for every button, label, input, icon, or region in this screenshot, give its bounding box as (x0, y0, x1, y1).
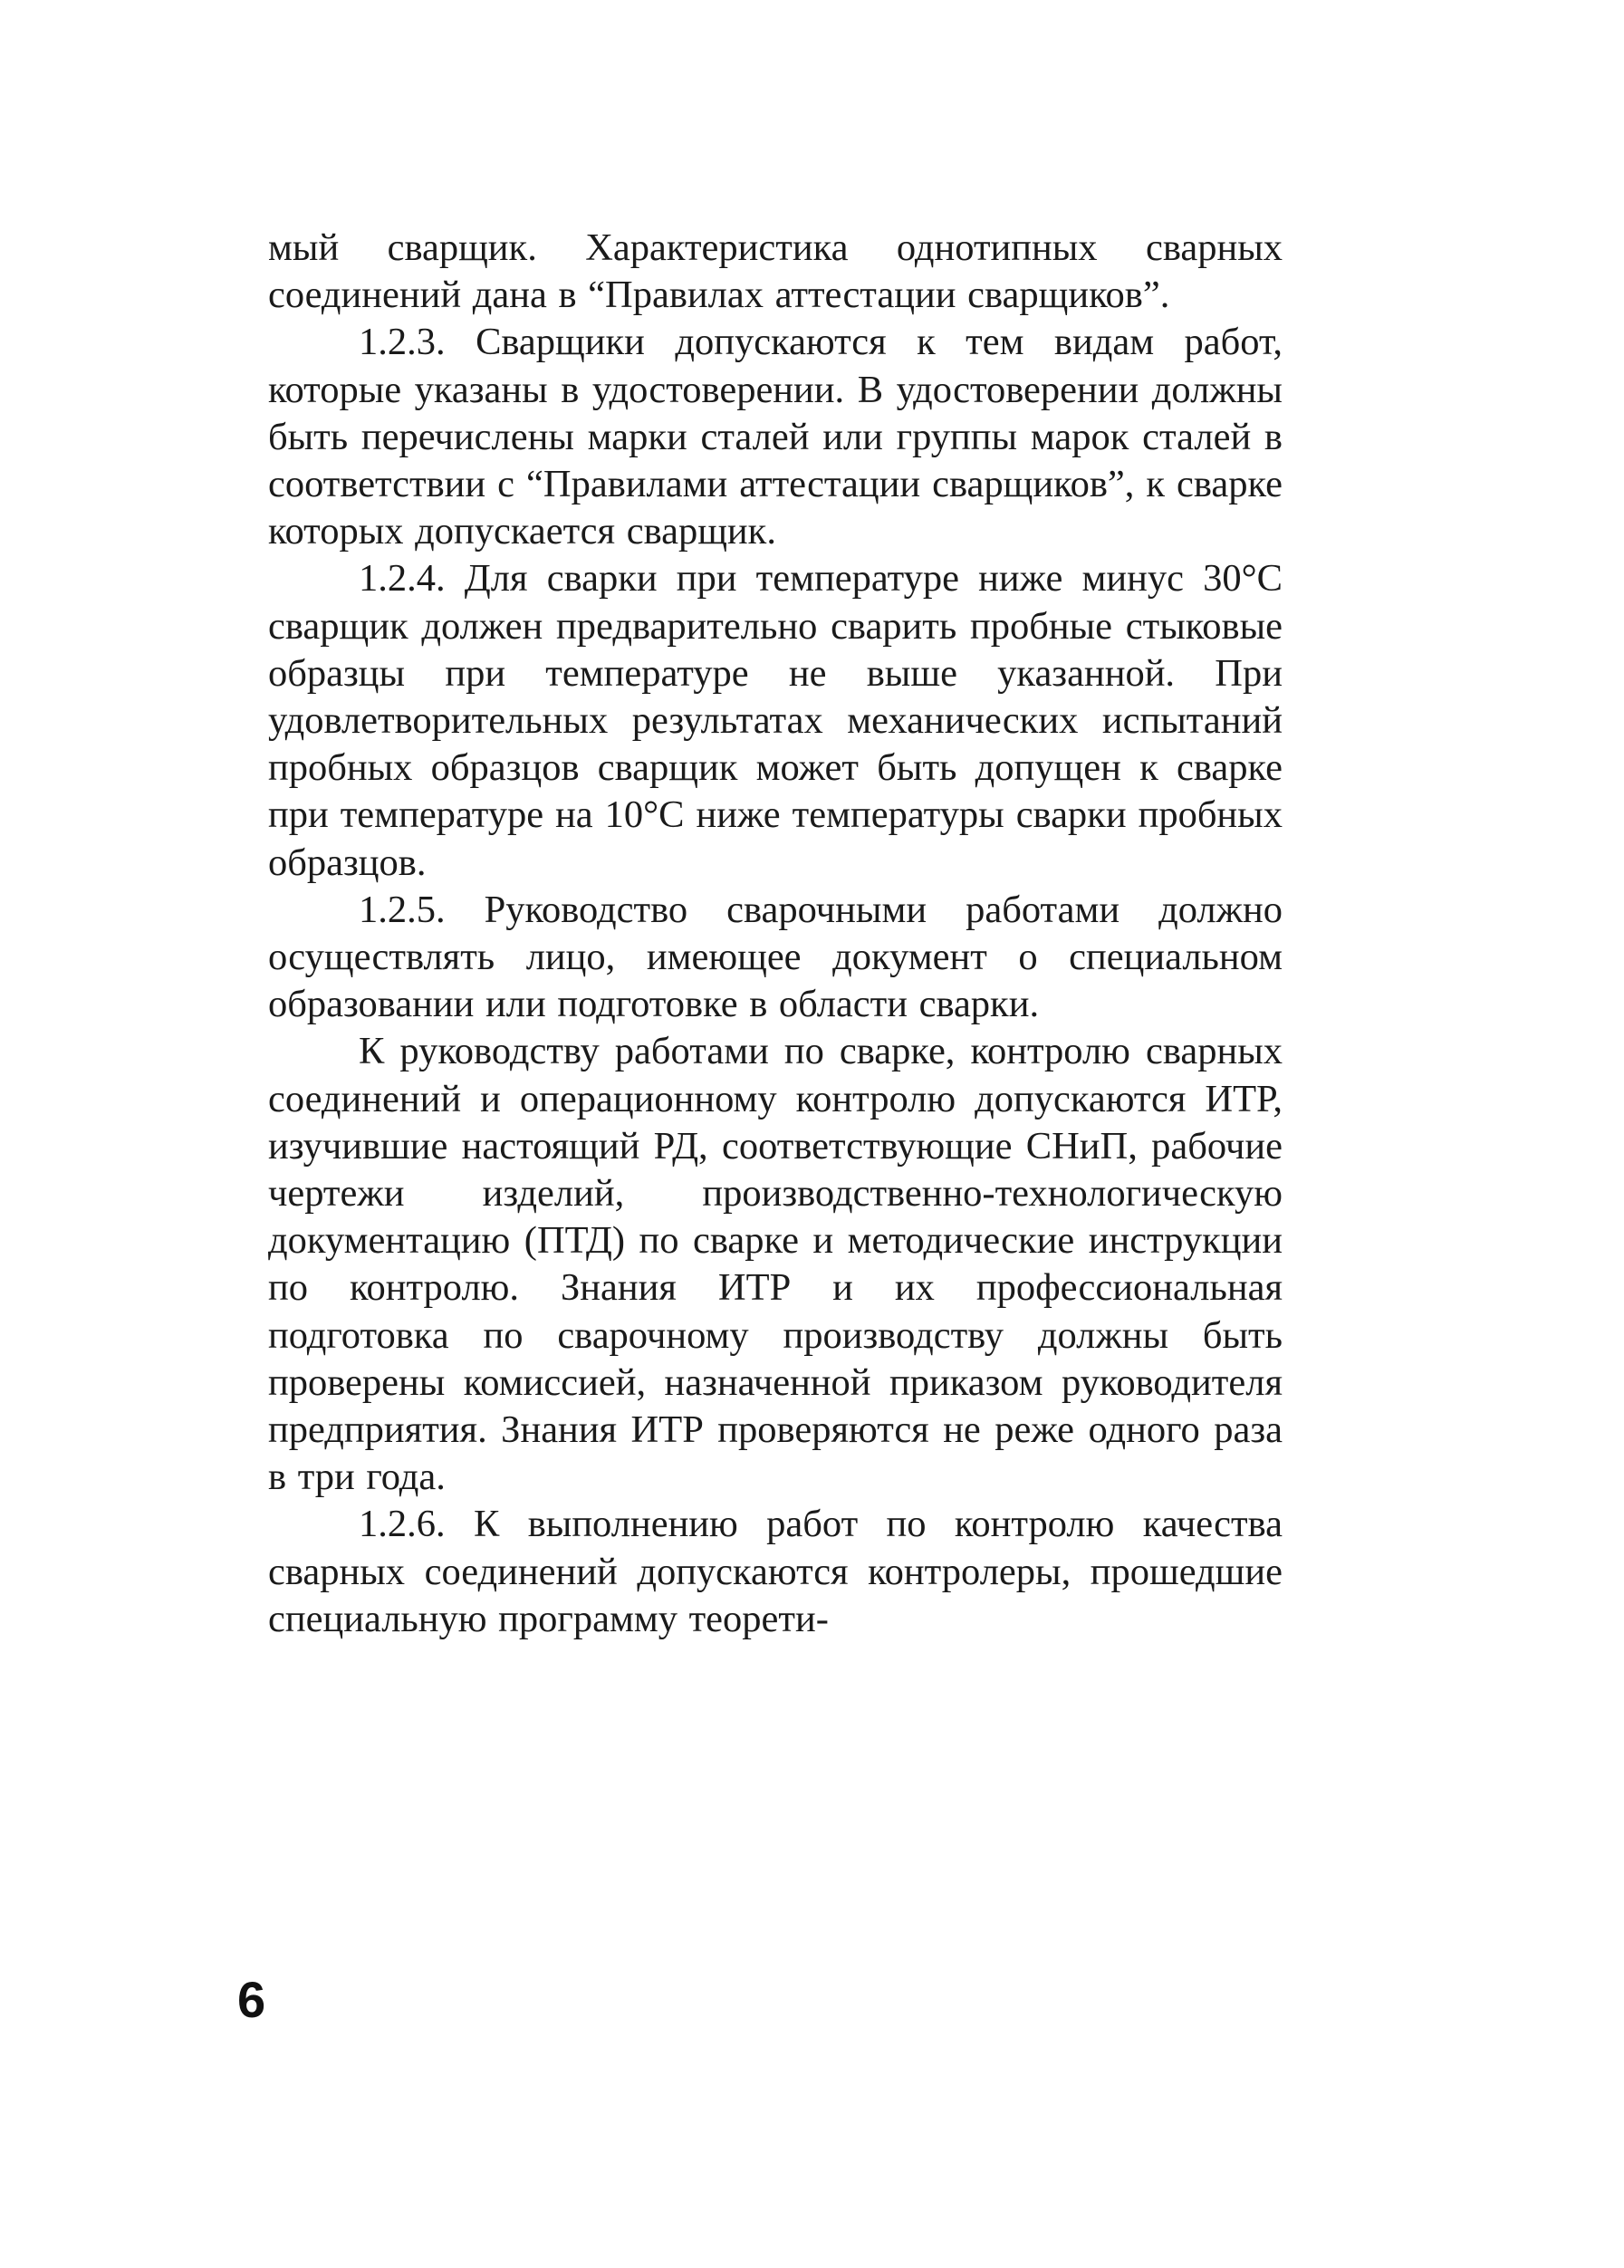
paragraph-1-2-4: 1.2.4. Для сварки при температуре ниже минус 30°С сварщик должен предварительно сварить пробные стыковые образцы при температуре не выше указанной. При удовлетворительных результатах механических испытаний пробных образцов сварщик может быть допущен к сварке при температуре на 10°С ниже температуры сварки пробных образцов. (268, 557, 1283, 884)
paragraph-1-2-6: 1.2.6. К выполнению работ по контролю качества сварных соединений допускаются контролеры, прошедшие специальную программу теорети- (268, 1503, 1283, 1640)
body-text (268, 225, 1283, 1643)
paragraph-itr-requirements: К руководству работами по сварке, контролю сварных соединений и операционному контролю допускаются ИТР, изучившие настоящий РД, соответствующие СНиП, рабочие чертежи изделий, производственно-технологическую документацию (ПТД) по сварке и методические инструкции по контролю. Знания ИТР и их профессиональная подготовка по сварочному производству должны быть проверены комиссией, назначенной приказом руководителя предприятия. Знания ИТР проверяются не реже одного раза в три года. (268, 1030, 1283, 1499)
page-number: 6 (237, 1971, 266, 2028)
paragraph-1-2-5: 1.2.5. Руководство сварочными работами должно осуществлять лицо, имеющее документ о специальном образовании или подготовке в области сварки. (268, 888, 1283, 1026)
paragraph-1-2-3: 1.2.3. Сварщики допускаются к тем видам работ, которые указаны в удостоверении. В удостоверении должны быть перечислены марки сталей или группы марок сталей в соответствии с “Правилами аттестации сварщиков”, к сварке которых допускается сварщик. (268, 321, 1283, 553)
paragraph-continuation: мый сварщик. Характеристика однотипных сварных соединений дана в “Правилах аттестации сварщиков”. (268, 226, 1283, 317)
